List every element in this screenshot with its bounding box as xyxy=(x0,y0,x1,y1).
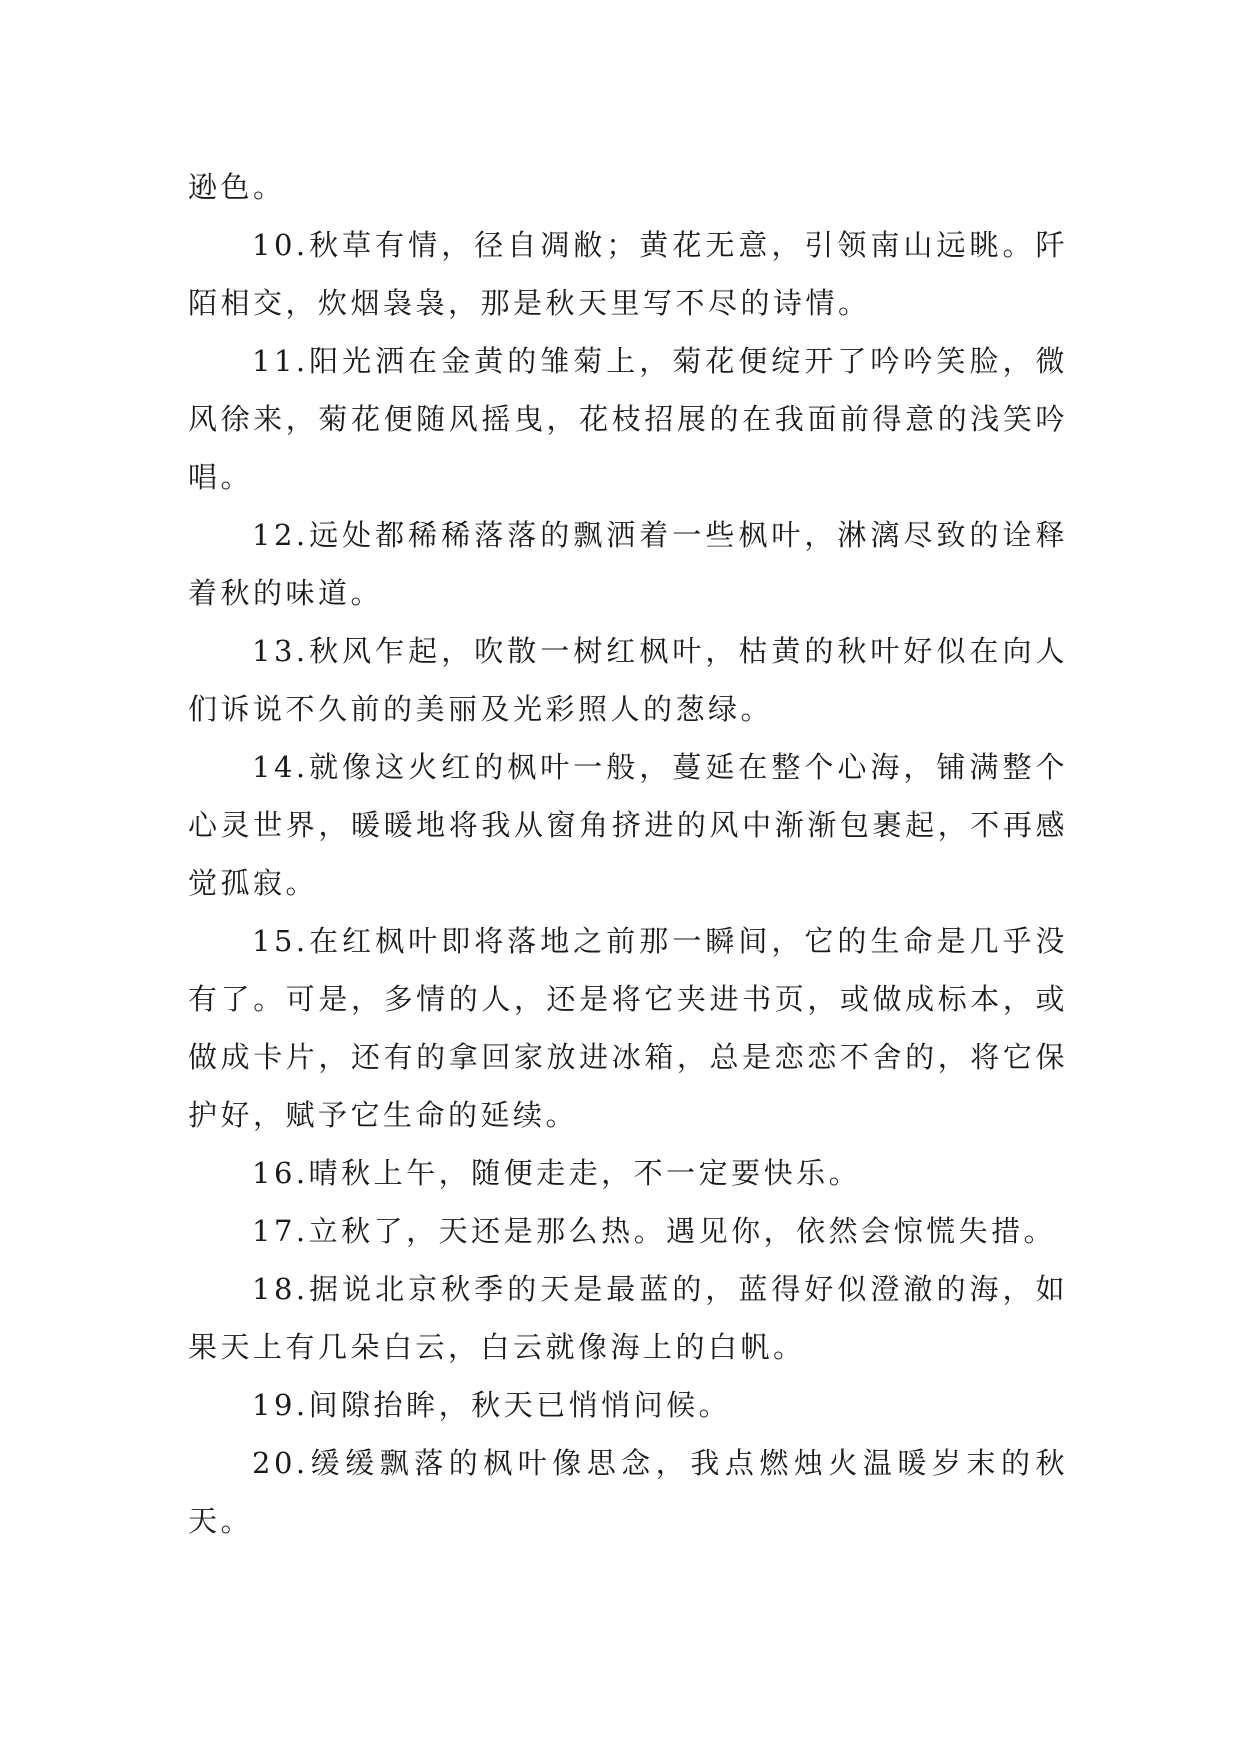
document-body xyxy=(188,158,1068,1550)
paragraph-item-19: 19.间隙抬眸，秋天已悄悄问候。 xyxy=(252,1388,732,1422)
paragraph-item-16: 16.晴秋上午，随便走走，不一定要快乐。 xyxy=(252,1156,862,1190)
paragraph-item-18: 18.据说北京秋季的天是最蓝的，蓝得好似澄澈的海，如果天上有几朵白云，白云就像海上的白帆。 xyxy=(188,1272,1068,1364)
paragraph-item-14: 14.就像这火红的枫叶一般，蔓延在整个心海，铺满整个心灵世界，暖暖地将我从窗角挤进的风中渐渐包裹起，不再感觉孤寂。 xyxy=(188,750,1068,900)
paragraph-item-10: 10.秋草有情，径自凋敝；黄花无意，引领南山远眺。阡陌相交，炊烟袅袅，那是秋天里写不尽的诗情。 xyxy=(188,228,1068,320)
paragraph-item-11: 11.阳光洒在金黄的雏菊上，菊花便绽开了吟吟笑脸，微风徐来，菊花便随风摇曳，花枝招展的在我面前得意的浅笑吟唱。 xyxy=(188,344,1068,494)
paragraph-item-17: 17.立秋了，天还是那么热。遇见你，依然会惊慌失措。 xyxy=(252,1214,1057,1248)
paragraph-continuation: 逊色。 xyxy=(188,170,286,204)
paragraph-item-20: 20.缓缓飘落的枫叶像思念，我点燃烛火温暖岁末的秋天。 xyxy=(188,1446,1068,1538)
paragraph-item-13: 13.秋风乍起，吹散一树红枫叶，枯黄的秋叶好似在向人们诉说不久前的美丽及光彩照人的葱绿。 xyxy=(188,634,1068,726)
paragraph-item-15: 15.在红枫叶即将落地之前那一瞬间，它的生命是几乎没有了。可是，多情的人，还是将它夹进书页，或做成标本，或做成卡片，还有的拿回家放进冰箱，总是恋恋不舍的，将它保护好，赋予它生命的延续。 xyxy=(188,924,1068,1132)
paragraph-item-12: 12.远处都稀稀落落的飘洒着一些枫叶，淋漓尽致的诠释着秋的味道。 xyxy=(188,518,1068,610)
